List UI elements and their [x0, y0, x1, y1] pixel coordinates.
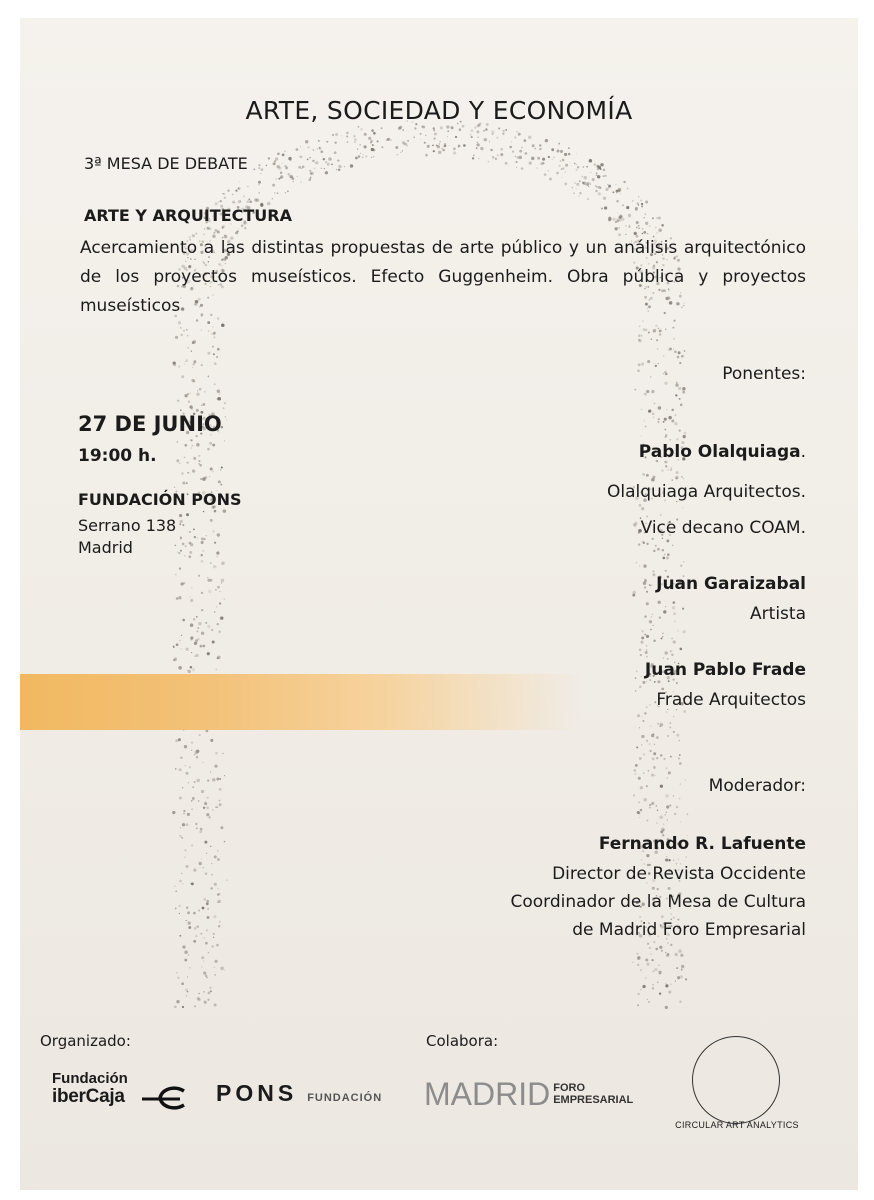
ibercaja-logo-line2: iberCaja — [52, 1086, 125, 1107]
moderator-role-1: Director de Revista Occidente — [552, 864, 806, 884]
madrid-logo-sub-2: EMPRESARIAL — [553, 1094, 634, 1106]
moderator-label: Moderador: — [708, 776, 806, 796]
venue-name: FUNDACIÓN PONS — [78, 490, 242, 509]
moderator-role-3: de Madrid Foro Empresarial — [572, 920, 806, 940]
speaker-2-name: Juan Garaizabal — [656, 574, 806, 594]
fundacion-ibercaja-logo — [52, 1070, 128, 1106]
pons-logo-sub: FUNDACIÓN — [307, 1092, 383, 1104]
orange-gradient-band — [20, 674, 580, 730]
speaker-2-role: Artista — [750, 604, 806, 624]
topic-description: Acercamiento a las distintas propuestas de arte público y un análisis arquitectónico de los proyectos museísticos. Efecto Guggenheim. Obra pública y proyectos museísticos — [80, 238, 806, 316]
moderator-role-2: Coordinador de la Mesa de Cultura — [510, 892, 806, 912]
madrid-logo-sub — [553, 1082, 633, 1106]
venue-address: Serrano 138 — [78, 516, 177, 535]
speakers-label: Ponentes: — [722, 364, 806, 384]
madrid-logo-word: MADRID — [424, 1076, 551, 1112]
collaborates-label: Colabora: — [426, 1032, 499, 1050]
fundacion-pons-logo — [216, 1080, 382, 1107]
speaker-1-name-text: Pablo Olalquiaga — [638, 442, 801, 462]
debate-number: 3ª MESA DE DEBATE — [84, 154, 248, 173]
event-time: 19:00 h. — [78, 446, 157, 466]
circle-logo-icon — [692, 1036, 780, 1124]
venue-city: Madrid — [78, 538, 133, 557]
speaker-3-role: Frade Arquitectos — [656, 690, 806, 710]
topic-heading: ARTE Y ARQUITECTURA — [84, 206, 292, 225]
madrid-foro-empresarial-logo — [424, 1078, 633, 1110]
organized-label: Organizado: — [40, 1032, 131, 1050]
sand-arch-illustration — [20, 18, 858, 1190]
speaker-1-name-suffix: . — [800, 442, 806, 462]
circular-art-analytics-label: CIRCULAR ART ANALYTICS — [675, 1120, 799, 1130]
ibercaja-swoosh-icon — [140, 1086, 188, 1110]
event-date: 27 DE JUNIO — [78, 412, 222, 436]
speaker-1-role: Olalquiaga Arquitectos. — [607, 482, 806, 502]
speaker-1-role2: Vice decano COAM. — [640, 518, 806, 538]
madrid-logo-sub-1: FORO — [553, 1082, 585, 1094]
ibercaja-logo-line1: Fundación — [52, 1070, 128, 1087]
event-title: ARTE, SOCIEDAD Y ECONOMÍA — [245, 96, 633, 125]
speaker-3-name: Juan Pablo Frade — [644, 660, 806, 680]
moderator-name: Fernando R. Lafuente — [598, 834, 806, 854]
speaker-1-name — [639, 442, 806, 462]
pons-logo-word: PONS — [216, 1080, 298, 1106]
poster — [20, 18, 858, 1190]
